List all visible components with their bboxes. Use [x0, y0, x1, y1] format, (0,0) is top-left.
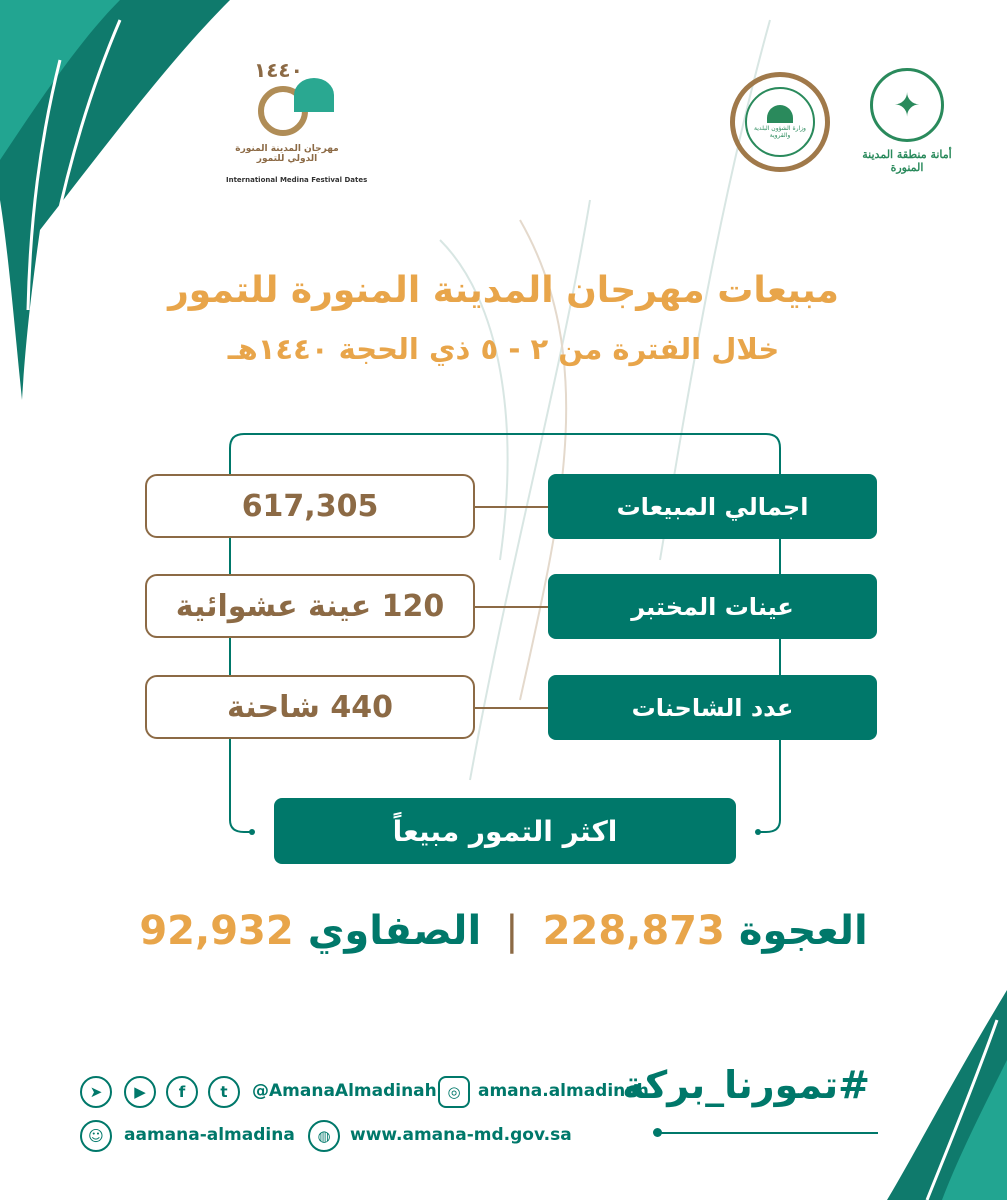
- stat-connector-1: [472, 506, 550, 508]
- festival-logo-name-ar: مهرجان المدينة المنورة الدولي للتمور: [235, 144, 339, 164]
- ministry-logo-text: وزارة الشؤون البلدية والقروية: [754, 124, 806, 139]
- twitter-handle[interactable]: @AmanaAlmadinah: [252, 1081, 437, 1101]
- youtube-icon[interactable]: ▶: [124, 1076, 156, 1108]
- stat-value-lab-samples: 120 عينة عشوائية: [145, 574, 475, 638]
- page-subtitle: خلال الفترة من ٢ - ٥ ذي الحجة ١٤٤٠هـ: [227, 332, 780, 366]
- telegram-icon[interactable]: ➤: [80, 1076, 112, 1108]
- stat-label-total-sales: اجمالي المبيعات: [548, 474, 877, 539]
- stat-value-total-sales: 617,305: [145, 474, 475, 538]
- palm-swords-icon: ✦: [893, 86, 921, 124]
- stat-label-lab-samples: عينات المختبر: [548, 574, 877, 639]
- best-seller-safawi-name: الصفاوي: [307, 908, 482, 954]
- hashtag-underline: [658, 1132, 878, 1134]
- instagram-handle[interactable]: amana.almadinah: [478, 1081, 649, 1101]
- hashtag[interactable]: #تمورنا_بركة: [622, 1063, 870, 1107]
- facebook-icon[interactable]: f: [166, 1076, 198, 1108]
- instagram-icon[interactable]: ◎: [438, 1076, 470, 1108]
- stat-label-trucks: عدد الشاحنات: [548, 675, 877, 740]
- page-title: مبيعات مهرجان المدينة المنورة للتمور: [168, 270, 839, 311]
- twitter-icon[interactable]: t: [208, 1076, 240, 1108]
- stat-connector-2: [472, 606, 550, 608]
- snapchat-handle[interactable]: aamana-almadina: [124, 1125, 295, 1145]
- best-sellers-separator: |: [505, 908, 519, 954]
- snapchat-icon[interactable]: ☺: [80, 1120, 112, 1152]
- best-sellers-row: [0, 908, 1007, 954]
- globe-icon[interactable]: ◍: [308, 1120, 340, 1152]
- website-link[interactable]: www.amana-md.gov.sa: [350, 1125, 572, 1145]
- amana-logo-text: أمانة منطقة المدينة المنورة: [862, 148, 952, 174]
- festival-logo-name-en: International Medina Festival Dates: [226, 176, 368, 184]
- festival-logo-year: ١٤٤٠: [254, 58, 303, 82]
- best-seller-ajwa-name: العجوة: [738, 908, 868, 954]
- stat-connector-3: [472, 707, 550, 709]
- best-seller-ajwa-value: 228,873: [542, 908, 725, 954]
- best-seller-safawi-value: 92,932: [139, 908, 294, 954]
- stat-value-trucks: 440 شاحنة: [145, 675, 475, 739]
- hashtag-underline-dot: [653, 1128, 662, 1137]
- best-sellers-heading: اكثر التمور مبيعاً: [274, 798, 736, 864]
